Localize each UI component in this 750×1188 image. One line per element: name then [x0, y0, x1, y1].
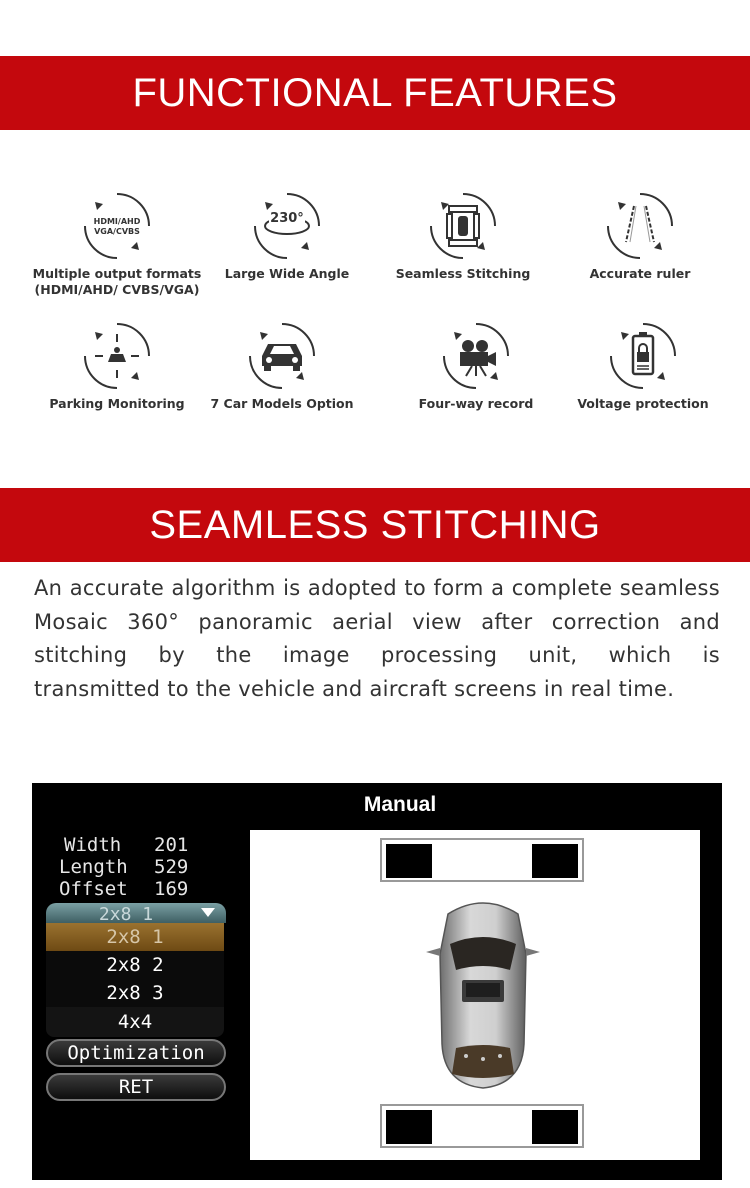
- feature-car-models: [192, 318, 372, 412]
- dropdown-option[interactable]: 2x8 3: [46, 979, 224, 1007]
- ret-button[interactable]: RET: [46, 1073, 226, 1101]
- feature-label: Voltage protection: [577, 396, 709, 411]
- feature-label: Parking Monitoring: [49, 396, 185, 411]
- param-width: Width 201: [64, 834, 189, 856]
- feature-label: Accurate ruler: [589, 266, 691, 281]
- calibration-strip-rear: [380, 1104, 584, 1148]
- features-banner: FUNCTIONAL FEATURES: [0, 56, 750, 130]
- birdview-canvas: [250, 830, 700, 1160]
- manual-calibration-screen: [32, 783, 722, 1180]
- feature-label: Multiple output formats (HDMI/AHD/ CVBS/VGA): [32, 266, 202, 297]
- param-offset: Offset 169: [59, 878, 189, 900]
- feature-wide-angle: [197, 188, 377, 282]
- feature-label: Large Wide Angle: [224, 266, 350, 281]
- dropdown-option[interactable]: 2x8 2: [46, 951, 224, 979]
- wide-angle-icon: [247, 188, 327, 260]
- calibration-strip-front: [380, 838, 584, 882]
- output-formats-icon: [77, 188, 157, 260]
- battery-lock-icon: [603, 318, 683, 390]
- calibration-block: [386, 844, 432, 878]
- svg-text:VGA/CVBS: VGA/CVBS: [94, 227, 140, 236]
- feature-label: Four-way record: [418, 396, 534, 411]
- optimization-button[interactable]: Optimization: [46, 1039, 226, 1067]
- stitching-banner: SEAMLESS STITCHING: [0, 488, 750, 562]
- chevron-down-icon: [200, 907, 216, 919]
- calibration-block: [532, 844, 578, 878]
- stitching-icon: [423, 188, 503, 260]
- calibration-block: [532, 1110, 578, 1144]
- dropdown-option[interactable]: 4x4: [46, 1007, 224, 1037]
- feature-accurate-ruler: [550, 188, 730, 282]
- screen-title: Manual: [363, 793, 437, 816]
- model-dropdown[interactable]: 2x8 1: [46, 903, 226, 923]
- svg-text:HDMI/AHD: HDMI/AHD: [93, 217, 141, 226]
- dropdown-option[interactable]: 2x8 1: [46, 923, 224, 951]
- car-top-view: [418, 894, 548, 1094]
- param-length: Length 529: [59, 856, 189, 878]
- feature-seamless-stitching: [373, 188, 553, 282]
- stitching-description: An accurate algorithm is adopted to form a complete seamless Mosaic 360° panoramic aerial view after correction and stitching by the image processing unit, which is transmitted to the vehicle and aircraft screens in real time.: [34, 576, 720, 701]
- feature-voltage-protection: [553, 318, 733, 412]
- ruler-icon: [600, 188, 680, 260]
- feature-label: 7 Car Models Option: [210, 396, 354, 411]
- svg-text:230°: 230°: [270, 211, 304, 226]
- feature-label: Seamless Stitching: [395, 266, 531, 281]
- calibration-block: [386, 1110, 432, 1144]
- feature-output-formats: [27, 188, 207, 298]
- feature-parking-monitoring: [27, 318, 207, 412]
- feature-four-way-record: [386, 318, 566, 412]
- parking-monitor-icon: [77, 318, 157, 390]
- video-camera-icon: [436, 318, 516, 390]
- car-models-icon: [242, 318, 322, 390]
